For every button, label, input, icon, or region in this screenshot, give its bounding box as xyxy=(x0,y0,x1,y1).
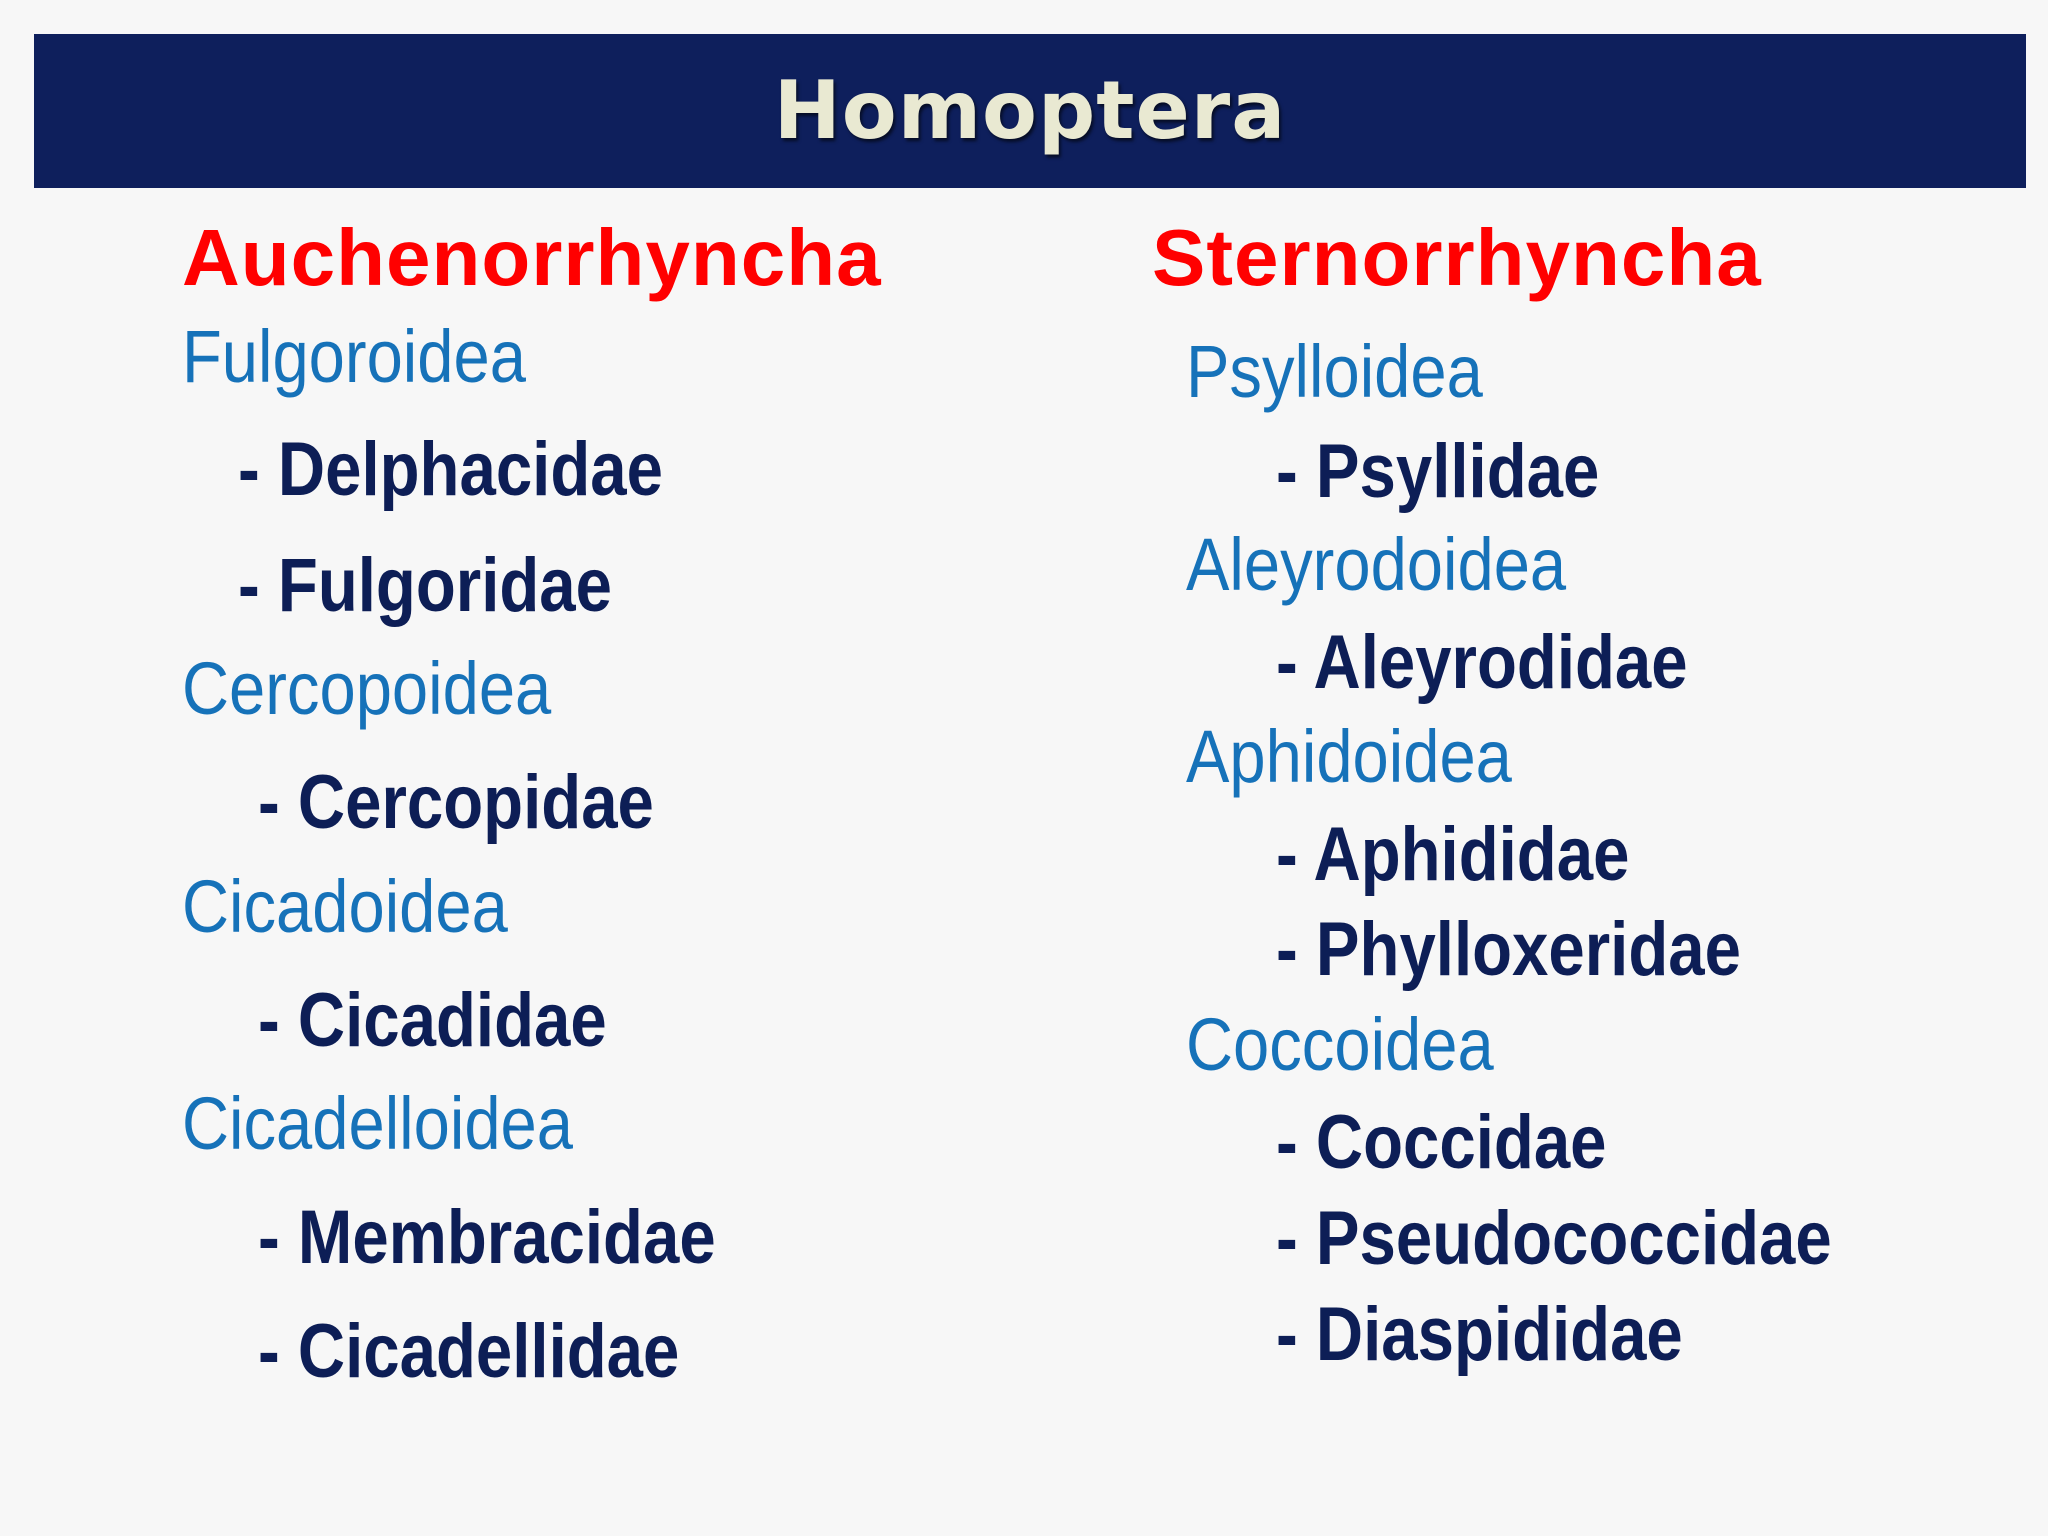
superfamily-label: Psylloidea xyxy=(1186,330,1483,413)
superfamily-label: Cercopoidea xyxy=(182,647,552,730)
superfamily-label: Cicadelloidea xyxy=(182,1082,573,1165)
family-label: - Phylloxeridae xyxy=(1276,907,1741,992)
family-label: - Delphacidae xyxy=(238,427,663,512)
family-label: - Membracidae xyxy=(258,1195,716,1280)
family-label: - Diaspididae xyxy=(1276,1292,1683,1377)
superfamily-label: Fulgoroidea xyxy=(182,315,526,398)
superfamily-label: Aleyrodoidea xyxy=(1186,523,1567,606)
family-label: - Fulgoridae xyxy=(238,543,613,628)
suborder-heading-left: Auchenorrhyncha xyxy=(182,213,882,302)
superfamily-label: Cicadoidea xyxy=(182,865,508,948)
title-banner xyxy=(34,34,2026,188)
family-label: - Coccidae xyxy=(1276,1100,1607,1185)
superfamily-label: Coccoidea xyxy=(1186,1003,1494,1086)
slide-title: Homoptera xyxy=(773,63,1287,157)
family-label: - Cicadidae xyxy=(258,978,607,1063)
family-label: - Pseudococcidae xyxy=(1276,1196,1832,1281)
suborder-heading-right: Sternorrhyncha xyxy=(1152,213,1762,302)
superfamily-label: Aphidoidea xyxy=(1186,715,1512,798)
family-label: - Psyllidae xyxy=(1276,429,1600,514)
family-label: - Aleyrodidae xyxy=(1276,620,1688,705)
family-label: - Cercopidae xyxy=(258,760,654,845)
family-label: - Cicadellidae xyxy=(258,1309,680,1394)
family-label: - Aphididae xyxy=(1276,812,1630,897)
